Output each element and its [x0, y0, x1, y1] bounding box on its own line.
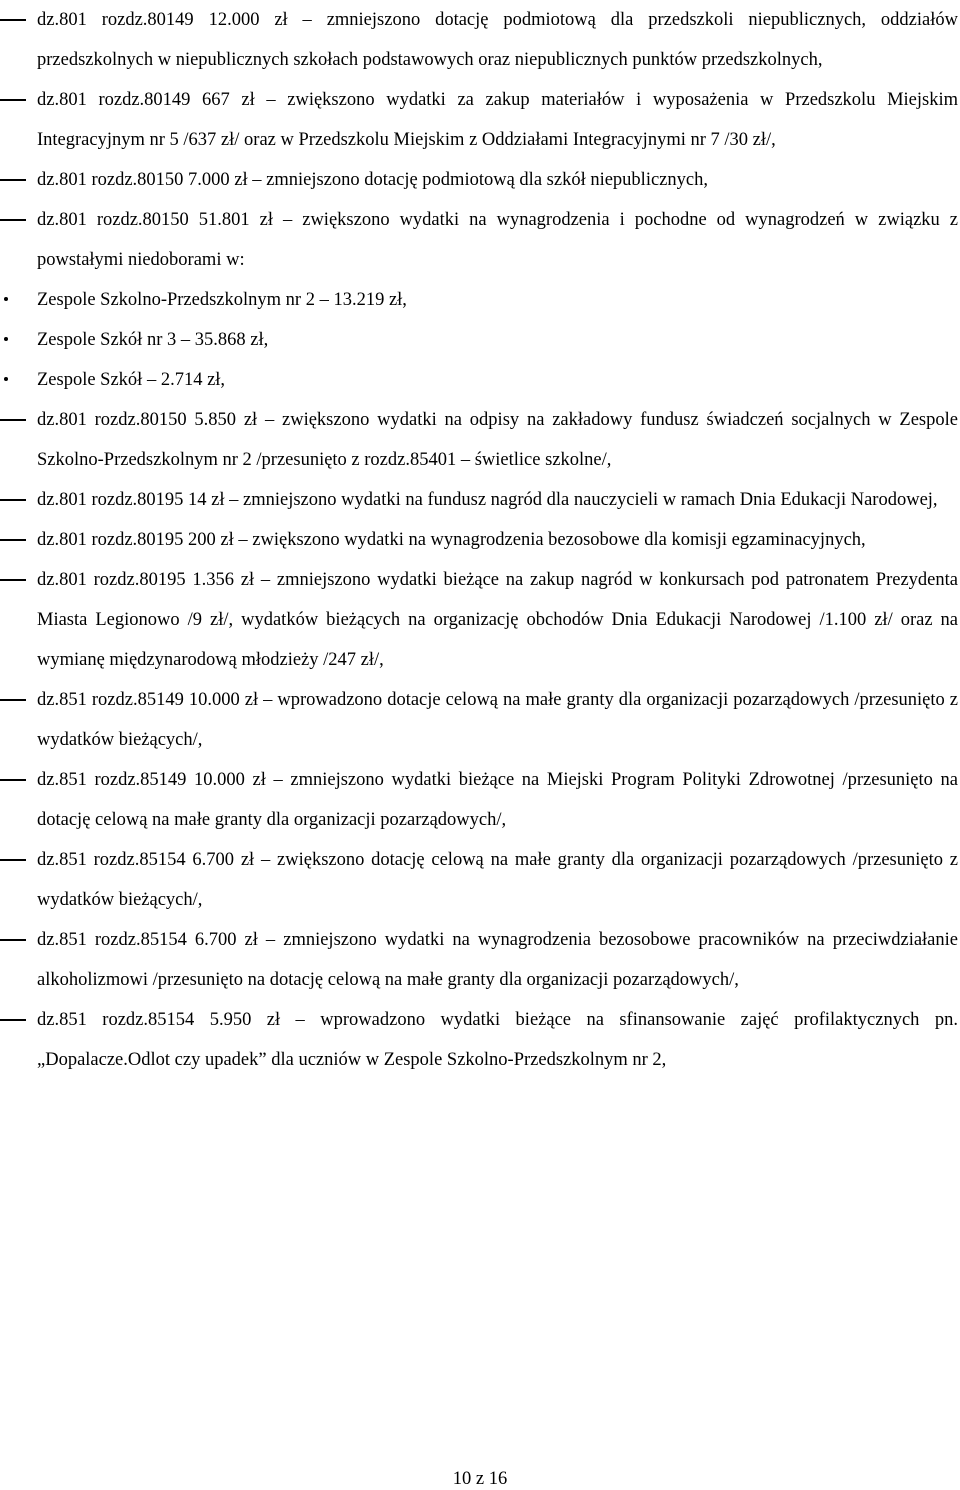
list-item — [0, 360, 960, 400]
list-item-text: dz.801 rozdz.80195 14 zł – zmniejszono wydatki na fundusz nagród dla nauczycieli w ramach Dnia Edukacji Narodowej, — [37, 490, 938, 510]
list-item — [0, 920, 960, 1000]
list-item-text: dz.801 rozdz.80195 200 zł – zwiększono wydatki na wynagrodzenia bezosobowe dla komisji egzaminacyjnych, — [37, 530, 866, 550]
list-item — [0, 160, 960, 200]
list-item — [0, 760, 960, 840]
list-item-text: Zespole Szkół – 2.714 zł, — [37, 370, 226, 390]
list-item-text: dz.801 rozdz.80149 12.000 zł – zmniejszono dotację podmiotową dla przedszkoli niepublicznych, oddziałów przedszkolnych w niepublicznych szkołach podstawowych oraz niepublicznych punktów przedszkolnych, — [37, 10, 958, 70]
page-number: 10 z 16 — [452, 1469, 508, 1489]
list-item-text: Zespole Szkół nr 3 – 35.868 zł, — [37, 330, 269, 350]
list-item — [0, 680, 960, 760]
list-item — [0, 1000, 960, 1080]
list-item — [0, 840, 960, 920]
list-item-text: dz.801 rozdz.80150 7.000 zł – zmniejszono dotację podmiotową dla szkół niepublicznych, — [37, 170, 708, 190]
list-item — [0, 400, 960, 480]
list-item-text: dz.851 rozdz.85154 5.950 zł – wprowadzono wydatki bieżące na sfinansowanie zajęć profilaktycznych pn. „Dopalacze.Odlot czy upadek” dla uczniów w Zespole Szkolno-Przedszkolnym nr 2, — [37, 1010, 958, 1070]
list-item-text: dz.851 rozdz.85154 6.700 zł – zwiększono dotację celową na małe granty dla organizacji pozarządowych /przesunięto z wydatków bieżących/, — [37, 850, 958, 910]
list-item — [0, 520, 960, 560]
list-item — [0, 560, 960, 680]
list-item-text: dz.801 rozdz.80150 51.801 zł – zwiększono wydatki na wynagrodzenia i pochodne od wynagrodzeń w związku z powstałymi niedoborami w: — [37, 210, 958, 270]
list-item — [0, 280, 960, 320]
list-item-text: dz.801 rozdz.80149 667 zł – zwiększono wydatki za zakup materiałów i wyposażenia w Przedszkolu Miejskim Integracyjnym nr 5 /637 zł/ oraz w Przedszkolu Miejskim z Oddziałami Integracyjnymi nr 7 /30 zł/, — [37, 90, 958, 150]
list-item-text: Zespole Szkolno-Przedszkolnym nr 2 – 13.219 zł, — [37, 290, 407, 310]
list-item-text: dz.851 rozdz.85154 6.700 zł – zmniejszono wydatki na wynagrodzenia bezosobowe pracowników na przeciwdziałanie alkoholizmowi /przesunięto na dotację celową na małe granty dla organizacji pozarządowych/, — [37, 930, 958, 990]
list-item — [0, 80, 960, 160]
list-item — [0, 320, 960, 360]
list-item-text: dz.851 rozdz.85149 10.000 zł – wprowadzono dotacje celową na małe granty dla organizacji pozarządowych /przesunięto z wydatków bieżących/, — [37, 690, 958, 750]
list-item — [0, 480, 960, 520]
list-item-text: dz.801 rozdz.80195 1.356 zł – zmniejszono wydatki bieżące na zakup nagród w konkursach pod patronatem Prezydenta Miasta Legionowo /9 zł/, wydatków bieżących na organizację obchodów Dnia Edukacji Narodowej /1.100 zł/ oraz na wymianę międzynarodową młodzieży /247 zł/, — [37, 570, 958, 670]
list-item — [0, 0, 960, 80]
list-item-text: dz.801 rozdz.80150 5.850 zł – zwiększono wydatki na odpisy na zakładowy fundusz świadczeń socjalnych w Zespole Szkolno-Przedszkolnym nr 2 /przesunięto z rozdz.85401 – świetlice szkolne/, — [37, 410, 958, 470]
list-item-text: dz.851 rozdz.85149 10.000 zł – zmniejszono wydatki bieżące na Miejski Program Polityki Zdrowotnej /przesunięto na dotację celową na małe granty dla organizacji pozarządowych/, — [37, 770, 958, 830]
list-item — [0, 200, 960, 280]
